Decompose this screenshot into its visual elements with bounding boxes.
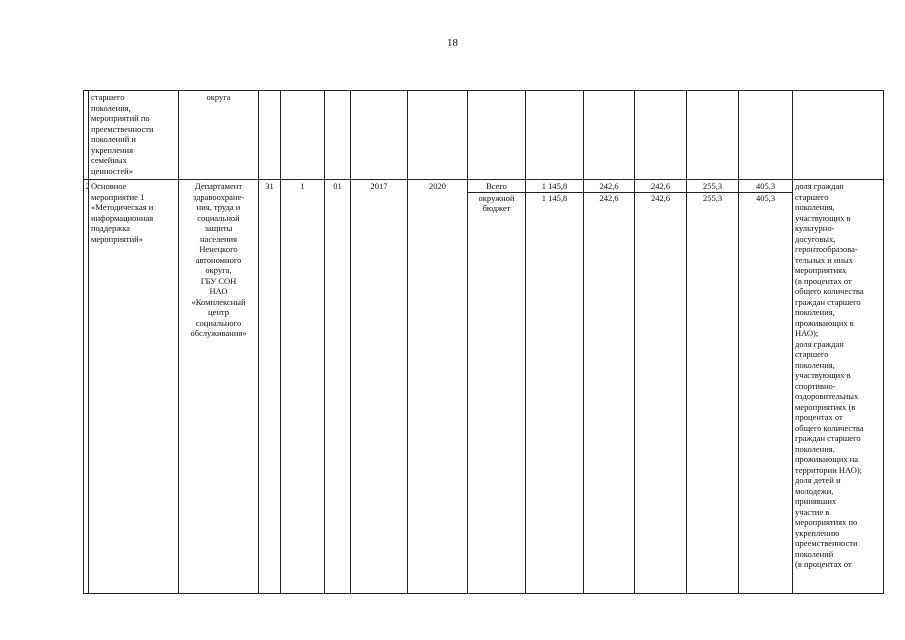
funding-source-budget-line-2: бюджет xyxy=(482,203,511,213)
funding-source-total: Всего xyxy=(468,181,525,193)
cell-executor: Департамент здравоохране- ния, труда и социальной защиты населения Ненецкого автономного округа, ГБУ СОН НАО «Комплексный центр социального обслуживания» xyxy=(179,180,259,594)
cell-executor-continued: округа xyxy=(179,91,259,180)
cell-activity-name-continued: старшего поколения, мероприятий по преемственности поколений и укрепления семейных ценностей» xyxy=(89,91,179,180)
cell-year-end: 2020 xyxy=(408,180,468,594)
cell-funding-2020: 405,3 405,3 xyxy=(739,180,793,594)
cell-code-3: 01 xyxy=(325,180,351,594)
cell-indicators: доля граждан старшего поколения, участвующих в культурно- досуговых, геронтообразова- тельных и иных мероприятиях (в процентах от общего количества граждан старшего поколения, проживающих в НАО); доля граждан старшего поколения, участвующих в спортивно- оздоровительных мероприятиях (в процентах от общего количества граждан старшего поколения. проживающих на территории НАО); доля детей и молодежи, принявших участие в мероприятиях по укреплению преемственности поколений (в процентах от xyxy=(793,180,884,594)
funding-source-budget-line-1: окружной xyxy=(478,192,515,203)
cell-funding-total: 1 145,8 1 145,8 xyxy=(526,180,584,594)
program-table xyxy=(83,90,884,594)
cell-code-1: 31 xyxy=(259,180,281,594)
cell-code-2: 1 xyxy=(281,180,325,594)
table-row-continuation xyxy=(84,91,884,180)
page-number: 18 xyxy=(447,37,458,49)
cell-activity-name: Основное мероприятие 1 «Методическая и информационная поддержка мероприятий» xyxy=(89,180,179,594)
table-row-2-1 xyxy=(84,180,884,594)
cell-year-start: 2017 xyxy=(351,180,408,594)
cell-funding-2019: 255,3 255,3 xyxy=(687,180,739,594)
cell-funding-2017: 242,6 242,6 xyxy=(584,180,635,594)
cell-funding-source xyxy=(468,180,526,594)
cell-funding-2018: 242,6 242,6 xyxy=(635,180,687,594)
